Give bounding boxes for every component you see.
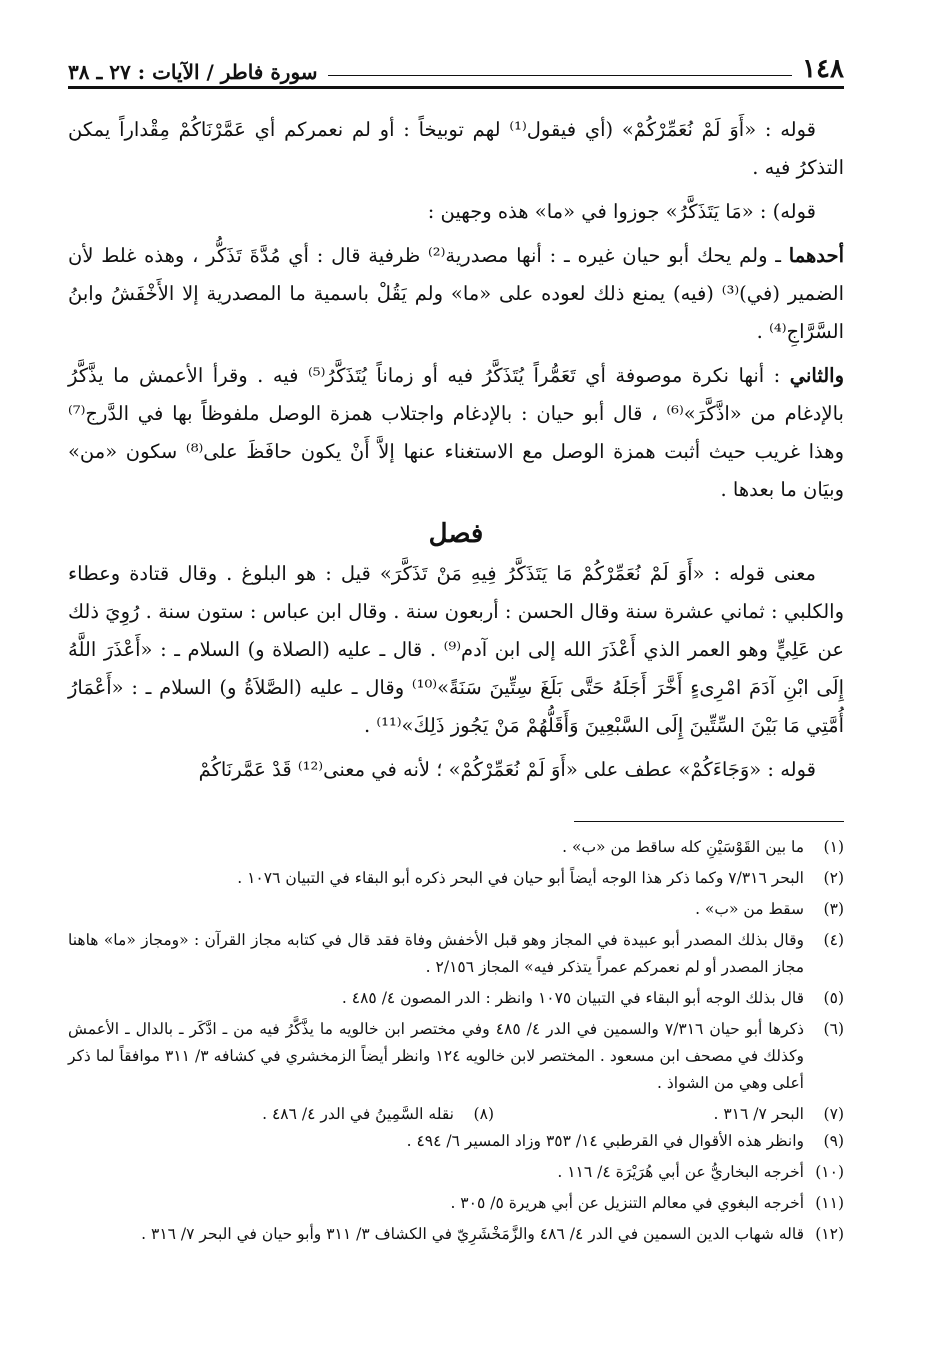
footnote-number: (٤)	[823, 931, 844, 949]
section-heading: فصل	[428, 519, 484, 549]
footnote	[68, 896, 844, 923]
page-number: ١٤٨	[802, 54, 844, 84]
footnote-number: (٦)	[823, 1020, 844, 1038]
footnote-text: أخرجه البخاريُّ عن أبي هُرَيْرَة ٤/ ١١٦ .	[557, 1163, 804, 1181]
footnote-number: (١١)	[815, 1194, 844, 1212]
footnote	[68, 834, 844, 861]
main-text	[68, 111, 844, 789]
footnote	[68, 1190, 844, 1217]
footnote-number: (٩)	[823, 1132, 844, 1150]
paragraph	[68, 237, 844, 351]
footnote-text: وقال بذلك المصدر أبو عبيدة في المجاز وهو قبل الأخفش وفاة فقد قال في كتابه مجاز القرآن : «ومجاز «ما» هاهنا مجاز المصدر أو لم نعمركم عمراً يتذكر فيه» المجاز ٢/١٥٦ .	[68, 931, 804, 976]
footnote	[494, 1101, 844, 1128]
footnote	[68, 985, 844, 1012]
page-header	[68, 40, 844, 89]
paragraph-lead: أحدهما	[788, 244, 844, 267]
footnote-number: (٣)	[823, 900, 844, 918]
footnote	[68, 1159, 844, 1186]
footnote	[144, 1101, 494, 1128]
paragraph	[68, 357, 844, 509]
footnote-number: (٥)	[823, 989, 844, 1007]
footnote-text: أخرجه البغوي في معالم التنزيل عن أبي هريرة ٥/ ٣٠٥ .	[450, 1194, 804, 1212]
paragraph: قوله : «وَجَاءَكُمْ» عطف على «أَوَ لَمْ نُعَمِّرْكُمْ» ؛ لأنه في معنى⁽¹²⁾ قَدْ عَمَّرنَاكُمْ	[198, 758, 816, 781]
footnote-text: البحر ٧/ ٣١٦ .	[713, 1105, 804, 1123]
paragraph: معنى قوله : «أَوَ لَمْ نُعَمِّرْكُمْ مَا يَتَذَكَّرُ فِيهِ مَنْ تَذَكَّرَ» قيل : هو البلوغ . وقال قتادة وعطاء والكلبي : ثماني عشرة سنة وقال الحسن : أربعون سنة . وقال ابن عباس : ستون سنة . رُوِيَ ذلك عن عَلِيٍّ وهو العمر الذي أَعْذَرَ الله إلى ابن آدم⁽⁹⁾ . قال ـ عليه (الصلاة و) السلام ـ : «أَعْذَرَ اللَّهُ إِلَى ابْنِ آدَمَ امْرِىءٍ أَخَّرَ أَجَلَهُ حَتَّى بَلَغَ سِتِّينَ سَنَةً»⁽¹⁰⁾ وقال ـ عليه (الصَّلاَةُ و) السلام ـ : «أَعْمَارُ أُمَّتِي مَا بَيْنَ السِّتِّينَ إِلَى السَّبْعِينَ وَأَقَلُّهُمْ مَنْ يَجُوز ذَلِكَ»⁽¹¹⁾ .	[68, 562, 844, 737]
paragraph-lead: والثاني	[789, 364, 845, 387]
footnote	[68, 1128, 844, 1155]
footnote-number: (١٢)	[815, 1225, 844, 1243]
footnote	[68, 1221, 844, 1248]
footnote-text: قاله شهاب الدين السمين في الدر ٤/ ٤٨٦ والزَّمَخْشَرِيّ في الكشاف ٣/ ٣١١ وأبو حيان في البحر ٧/ ٣١٦ .	[141, 1225, 804, 1243]
footnote-number: (٧)	[823, 1105, 844, 1123]
footnote-text: ما بين القَوْسَيْنِ كله ساقط من «ب» .	[562, 838, 804, 856]
footnote-separator	[574, 821, 844, 822]
footnote-text: وانظر هذه الأقوال في القرطبي ١٤/ ٣٥٣ وزاد المسير ٦/ ٤٩٤ .	[406, 1132, 804, 1150]
footnote-text: ذكرها أبو حيان ٧/٣١٦ والسمين في الدر ٤/ ٤٨٥ وفي مختصر ابن خالويه ما يذَّكَّرُ فيه من ـ ادَّكَر ـ بالدال ـ الأعمش وكذلك في مصحف ابن مسعود . المختصر لابن خالويه ١٢٤ وانظر أيضاً الزمخشري في كشافه ٣/ ٣١١ موافقاً لما ذكر أعلى وهي من الشواذ .	[68, 1020, 805, 1092]
footnote-number: (١)	[823, 838, 844, 856]
footnote-text: البحر ٧/٣١٦ وكما ذكر هذا الوجه أيضاً أبو حيان في البحر ذكره أبو البقاء في التبيان ١٠٧٦ .	[237, 869, 804, 887]
header-rule	[328, 75, 793, 76]
footnote-pair	[68, 1101, 844, 1128]
page	[68, 40, 844, 1252]
footnote-number: (٢)	[823, 869, 844, 887]
footnote-text: قال بذلك الوجه أبو البقاء في التبيان ١٠٧٥ وانظر : الدر المصون ٤/ ٤٨٥ .	[341, 989, 804, 1007]
paragraph: قوله) : «مَا يَتَذَكَّرُ» جوزوا في «ما» هذه وجهين :	[427, 200, 816, 223]
paragraph: قوله : «أَوَ لَمْ نُعَمِّرْكُمْ» (أي فيقول⁽¹⁾ لهم توبيخاً : أو لم نعمركم أي عَمَّرْنَاكُمْ مِقْداراً يمكن التذكرُ فيه .	[68, 118, 844, 179]
footnote-number: (٨)	[473, 1105, 494, 1123]
footnote-text: نقله السَّمِينُ في الدر ٤/ ٤٨٦ .	[262, 1105, 454, 1123]
footnotes	[68, 834, 844, 1248]
paragraph-text: : أنها نكرة موصوفة أي تَعَمُّراً يُتَذَكَّرُ فيه أو زماناً يُتَذَكَّرُ⁽⁵⁾ فيه . وقرأ الأعمش ما يذَّكَّرُ بالإدغام من «اذَّكَّرَ»⁽⁶⁾ ، قال أبو حيان : بالإدغام واجتلاب همزة الوصل ملفوظاً بها في الدَّرج⁽⁷⁾ وهذا غريب حيث أثبت همزة الوصل مع الاستغناء عنها إلاَّ أَنْ يكون حافَظَ على⁽⁸⁾ سكون «من» وبيَان ما بعدها .	[68, 364, 844, 501]
footnote	[68, 927, 844, 981]
paragraph-text: ـ ولم يحك أبو حيان غيره ـ : أنها مصدرية⁽²⁾ ظرفية قال : أي مُدَّةَ تَذَكُّر ، وهذه غلط لأن الضمير (في)⁽³⁾ (فيه) يمنع ذلك لعوده على «ما» ولم يَقُلْ باسمية ما المصدرية إلا الأَخْفَشُ وابنُ السَّرَّاجِ⁽⁴⁾ .	[68, 244, 844, 343]
running-title: سورة فاطر / الآيات : ٢٧ ـ ٣٨	[68, 60, 318, 84]
footnote	[68, 865, 844, 892]
footnote-text: سقط من «ب» .	[695, 900, 804, 918]
footnote	[68, 1016, 844, 1097]
footnote-number: (١٠)	[815, 1163, 844, 1181]
